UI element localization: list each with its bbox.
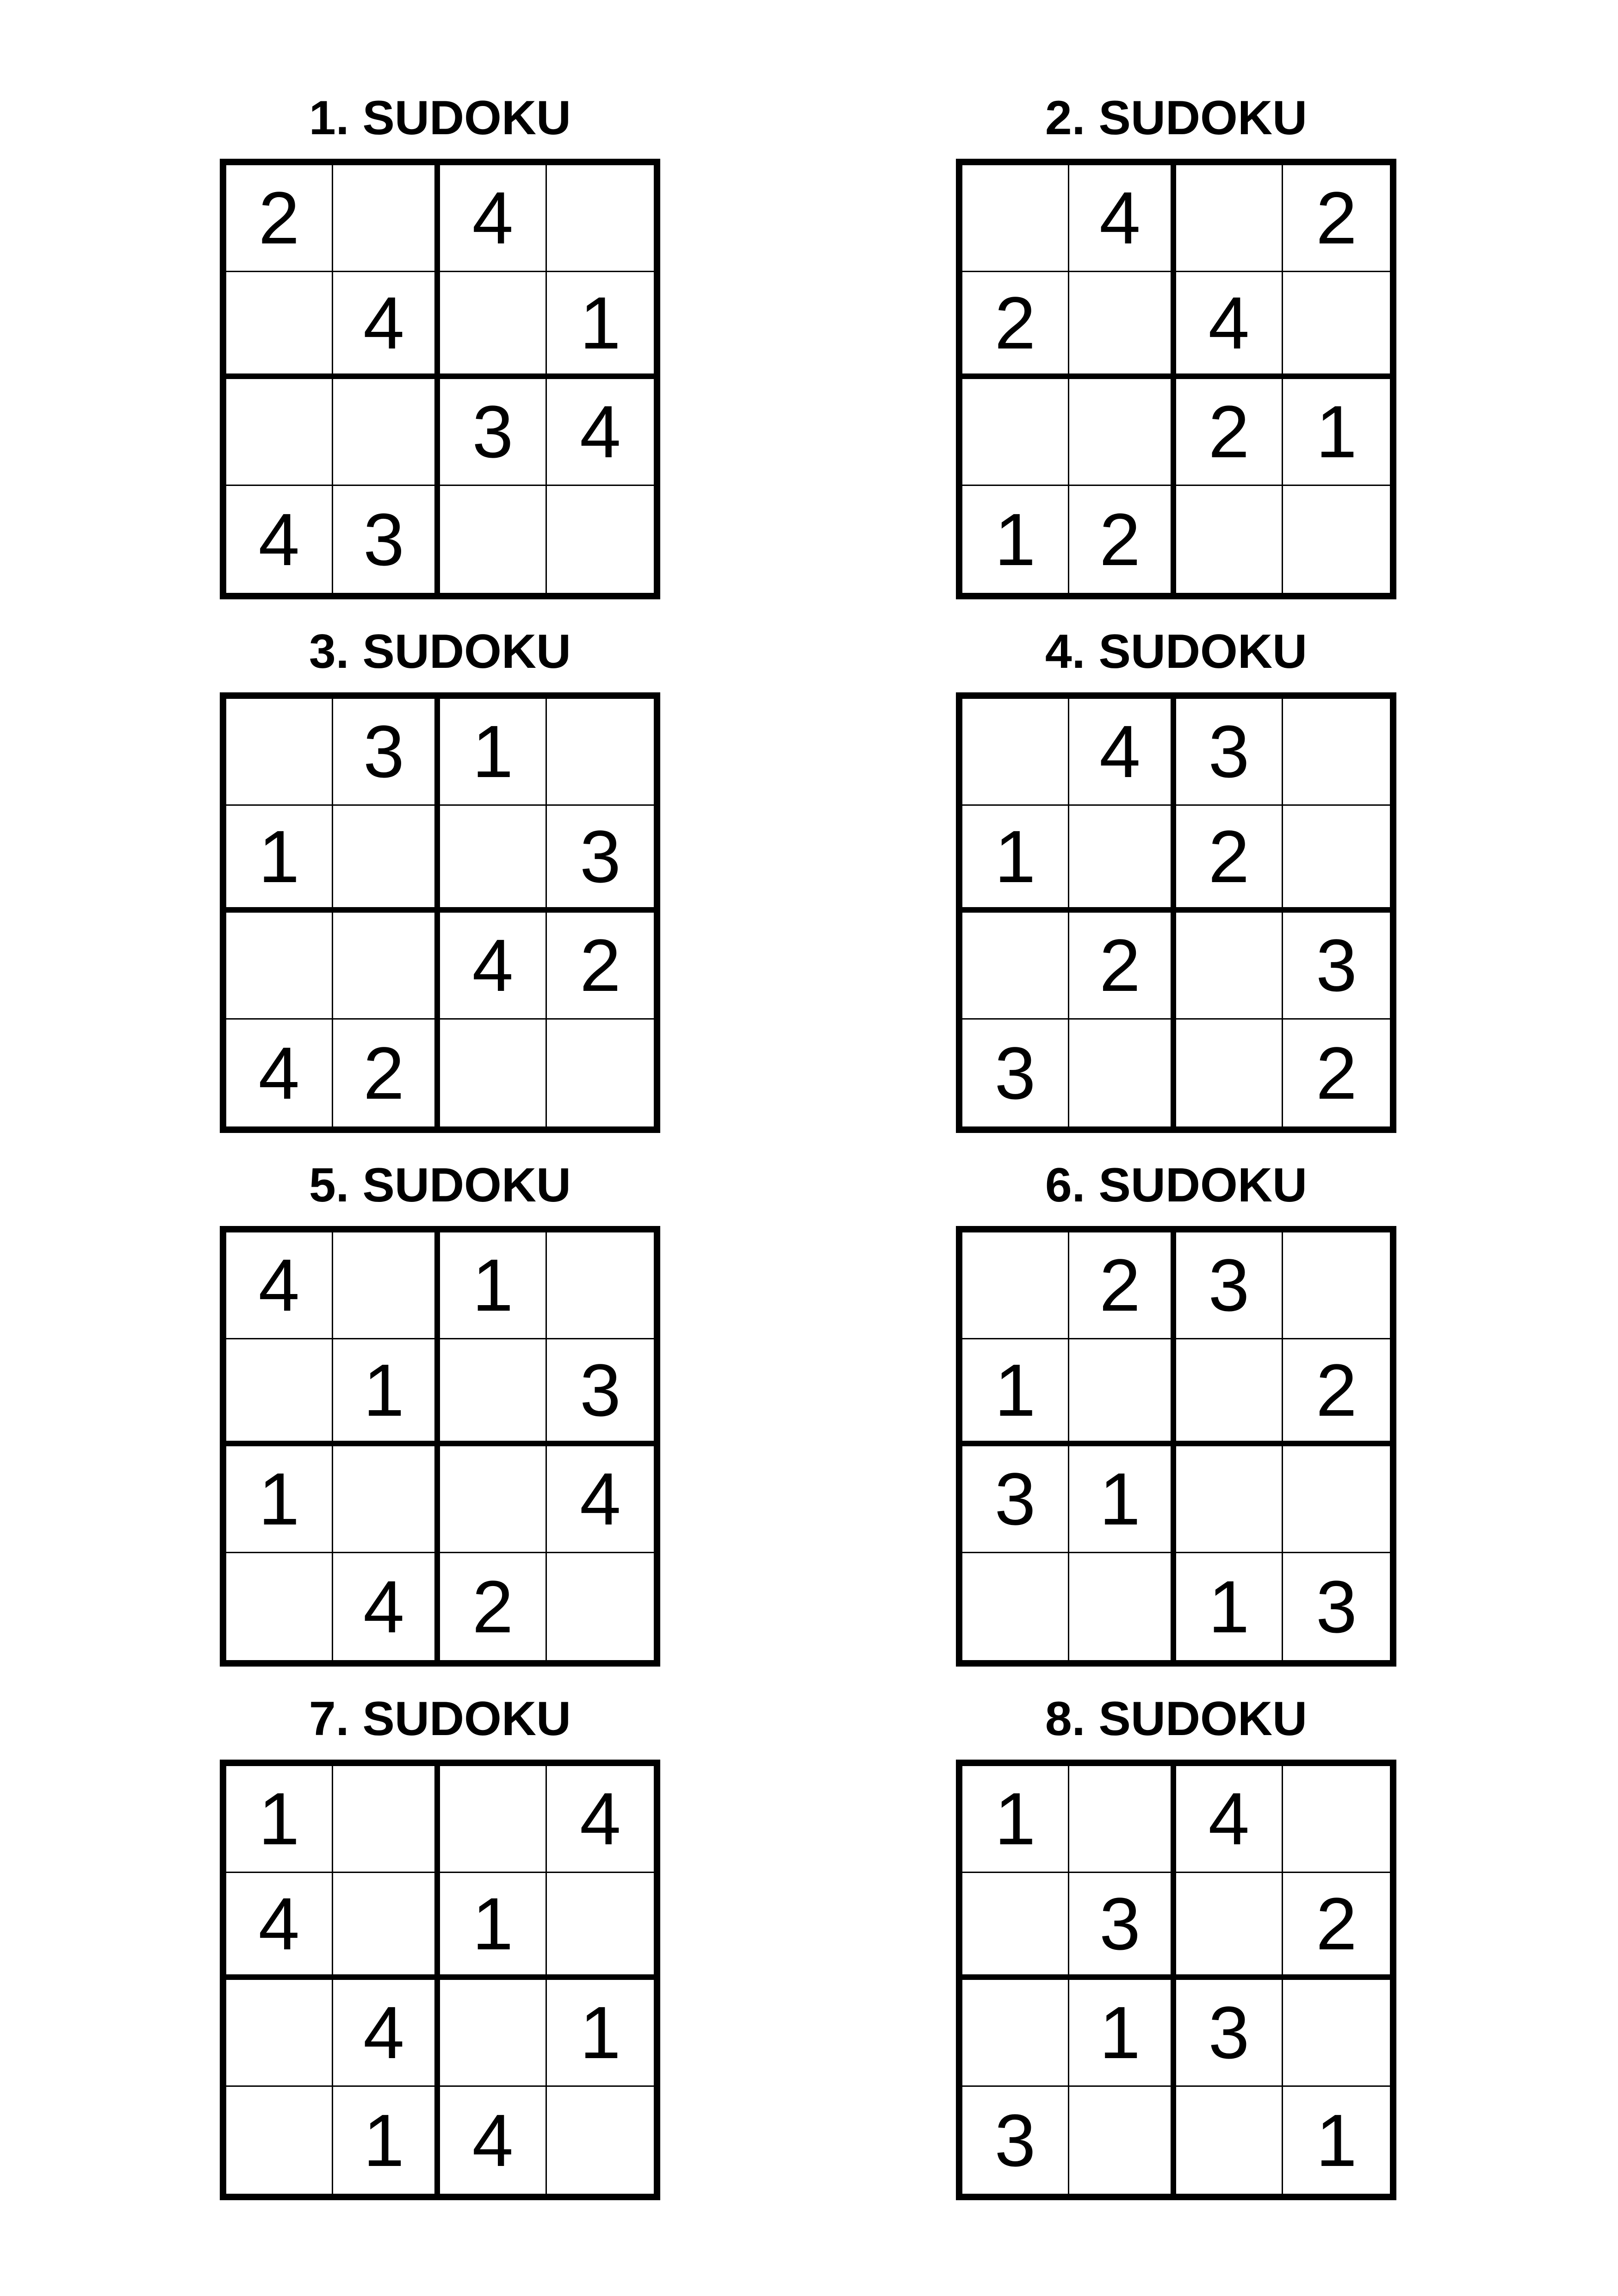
empty-cell[interactable] <box>1176 2087 1283 2194</box>
empty-cell[interactable] <box>333 806 440 913</box>
given-number-cell: 3 <box>1316 1565 1357 1648</box>
given-number-cell: 3 <box>962 1446 1069 1553</box>
given-number-cell: 2 <box>1069 913 1176 1020</box>
puzzle-title: 1. SUDOKU <box>309 91 571 145</box>
empty-cell[interactable] <box>1069 272 1176 379</box>
empty-cell[interactable] <box>226 1339 333 1446</box>
empty-cell[interactable] <box>333 1873 440 1980</box>
given-number-cell: 1 <box>1069 1980 1176 2087</box>
given-number-cell: 2 <box>962 272 1069 379</box>
given-number-cell: 3 <box>962 2087 1069 2194</box>
empty-cell[interactable] <box>226 1980 333 2087</box>
empty-cell[interactable] <box>226 913 333 1020</box>
given-number-cell: 4 <box>226 486 333 593</box>
puzzle-title: 7. SUDOKU <box>309 1692 571 1746</box>
given-number-cell: 2 <box>1176 806 1283 913</box>
sudoku-grid <box>220 1226 660 1667</box>
sudoku-grid <box>220 159 660 599</box>
puzzle-title: 6. SUDOKU <box>1045 1158 1308 1212</box>
given-number-cell: 2 <box>1316 1031 1357 1114</box>
empty-cell[interactable] <box>1069 1339 1176 1446</box>
empty-cell[interactable] <box>440 1980 547 2087</box>
given-number-cell: 2 <box>1176 379 1283 486</box>
given-number-cell: 1 <box>226 1766 333 1873</box>
puzzle-title: 8. SUDOKU <box>1045 1692 1308 1746</box>
empty-cell[interactable] <box>962 379 1069 486</box>
given-number-cell: 1 <box>440 699 547 806</box>
empty-cell[interactable] <box>440 1020 547 1126</box>
empty-cell[interactable] <box>962 1873 1069 1980</box>
empty-cell[interactable] <box>1176 1339 1283 1446</box>
given-number-cell: 3 <box>1069 1873 1176 1980</box>
empty-cell[interactable] <box>1069 379 1176 486</box>
given-number-cell: 1 <box>962 1766 1069 1873</box>
given-number-cell: 4 <box>226 1020 333 1126</box>
empty-cell[interactable] <box>1176 165 1283 272</box>
empty-cell[interactable] <box>547 486 654 593</box>
empty-cell[interactable] <box>962 165 1069 272</box>
given-number-cell: 2 <box>547 913 654 1020</box>
empty-cell[interactable] <box>1283 1446 1390 1553</box>
empty-cell[interactable] <box>1283 699 1390 806</box>
given-number-cell: 2 <box>1069 1232 1176 1339</box>
empty-cell[interactable] <box>1069 806 1176 913</box>
sudoku-grid <box>956 159 1396 599</box>
empty-cell[interactable] <box>962 1553 1069 1660</box>
empty-cell[interactable] <box>333 1232 440 1339</box>
given-number-cell: 1 <box>962 1339 1069 1446</box>
given-number-cell: 3 <box>1283 913 1390 1020</box>
empty-cell[interactable] <box>440 1766 547 1873</box>
empty-cell[interactable] <box>1176 1446 1283 1553</box>
given-number-cell: 1 <box>226 1446 333 1553</box>
empty-cell[interactable] <box>1283 806 1390 913</box>
empty-cell[interactable] <box>226 699 333 806</box>
empty-cell[interactable] <box>226 379 333 486</box>
given-number-cell: 2 <box>333 1020 440 1126</box>
empty-cell[interactable] <box>333 1766 440 1873</box>
empty-cell[interactable] <box>1069 1020 1176 1126</box>
puzzle-title: 5. SUDOKU <box>309 1158 571 1212</box>
given-number-cell: 3 <box>333 486 440 593</box>
given-number-cell: 1 <box>547 1980 654 2087</box>
given-number-cell: 4 <box>1176 272 1283 379</box>
empty-cell[interactable] <box>547 165 654 272</box>
given-number-cell: 2 <box>1283 1339 1390 1446</box>
empty-cell[interactable] <box>1069 1553 1176 1660</box>
given-number-cell: 2 <box>226 165 333 272</box>
given-number-cell: 3 <box>1176 699 1283 806</box>
given-number-cell: 3 <box>1176 1980 1283 2087</box>
given-number-cell: 4 <box>1069 165 1176 272</box>
puzzle-title: 3. SUDOKU <box>309 625 571 678</box>
given-number-cell: 4 <box>1069 699 1176 806</box>
given-number-cell: 4 <box>333 1980 440 2087</box>
given-number-cell: 1 <box>333 1339 440 1446</box>
empty-cell[interactable] <box>333 1446 440 1553</box>
sudoku-grid <box>220 692 660 1133</box>
given-number-cell: 4 <box>547 1446 654 1553</box>
empty-cell[interactable] <box>226 1553 333 1660</box>
empty-cell[interactable] <box>440 1446 547 1553</box>
empty-cell[interactable] <box>547 699 654 806</box>
empty-cell[interactable] <box>1176 1873 1283 1980</box>
empty-cell[interactable] <box>962 913 1069 1020</box>
given-number-cell: 1 <box>1069 1446 1176 1553</box>
given-number-cell: 1 <box>440 1232 547 1339</box>
given-number-cell: 3 <box>333 699 440 806</box>
empty-cell[interactable] <box>1283 272 1390 379</box>
given-number-cell: 1 <box>333 2087 440 2194</box>
sudoku-grid <box>956 692 1396 1133</box>
given-number-cell: 4 <box>333 1553 440 1660</box>
given-number-cell: 2 <box>440 1553 547 1660</box>
empty-cell[interactable] <box>1176 486 1283 593</box>
given-number-cell: 1 <box>962 486 1069 593</box>
empty-cell[interactable] <box>962 1232 1069 1339</box>
given-number-cell: 4 <box>547 379 654 486</box>
given-number-cell: 1 <box>440 1873 547 1980</box>
given-number-cell: 1 <box>1176 1553 1283 1660</box>
empty-cell[interactable] <box>547 1553 654 1660</box>
empty-cell[interactable] <box>1283 1232 1390 1339</box>
given-number-cell: 4 <box>547 1766 654 1873</box>
sudoku-grid <box>956 1226 1396 1667</box>
empty-cell[interactable] <box>440 272 547 379</box>
empty-cell[interactable] <box>333 165 440 272</box>
empty-cell[interactable] <box>1069 1766 1176 1873</box>
empty-cell[interactable] <box>547 2087 654 2194</box>
sudoku-grid <box>956 1760 1396 2200</box>
empty-cell[interactable] <box>333 913 440 1020</box>
given-number-cell: 3 <box>547 1339 654 1446</box>
empty-cell[interactable] <box>226 272 333 379</box>
given-number-cell: 2 <box>1283 165 1390 272</box>
empty-cell[interactable] <box>1176 1020 1283 1126</box>
empty-cell[interactable] <box>440 486 547 593</box>
empty-cell[interactable] <box>333 379 440 486</box>
given-number-cell: 3 <box>1176 1232 1283 1339</box>
given-number-cell: 3 <box>440 379 547 486</box>
given-number-cell: 2 <box>1283 1873 1390 1980</box>
given-number-cell: 1 <box>1316 2098 1357 2182</box>
given-number-cell: 1 <box>547 272 654 379</box>
given-number-cell: 4 <box>440 913 547 1020</box>
given-number-cell: 1 <box>962 806 1069 913</box>
empty-cell[interactable] <box>962 1980 1069 2087</box>
given-number-cell: 1 <box>1283 379 1390 486</box>
given-number-cell: 2 <box>1069 486 1176 593</box>
empty-cell[interactable] <box>1176 913 1283 1020</box>
given-number-cell: 4 <box>226 1873 333 1980</box>
empty-cell[interactable] <box>1283 1766 1390 1873</box>
empty-cell[interactable] <box>226 2087 333 2194</box>
empty-cell[interactable] <box>962 699 1069 806</box>
empty-cell[interactable] <box>440 1339 547 1446</box>
puzzle-title: 4. SUDOKU <box>1045 625 1308 678</box>
given-number-cell: 4 <box>440 165 547 272</box>
given-number-cell: 3 <box>962 1020 1069 1126</box>
empty-cell[interactable] <box>440 806 547 913</box>
empty-cell[interactable] <box>547 1232 654 1339</box>
given-number-cell: 4 <box>440 2087 547 2194</box>
given-number-cell: 3 <box>547 806 654 913</box>
given-number-cell: 4 <box>226 1232 333 1339</box>
empty-cell[interactable] <box>1069 2087 1176 2194</box>
sudoku-grid <box>220 1760 660 2200</box>
given-number-cell: 4 <box>1176 1766 1283 1873</box>
given-number-cell: 1 <box>226 806 333 913</box>
empty-cell[interactable] <box>547 1020 654 1126</box>
empty-cell[interactable] <box>547 1873 654 1980</box>
empty-cell[interactable] <box>1283 1980 1390 2087</box>
empty-cell[interactable] <box>1283 486 1390 593</box>
given-number-cell: 4 <box>333 272 440 379</box>
puzzle-title: 2. SUDOKU <box>1045 91 1308 145</box>
